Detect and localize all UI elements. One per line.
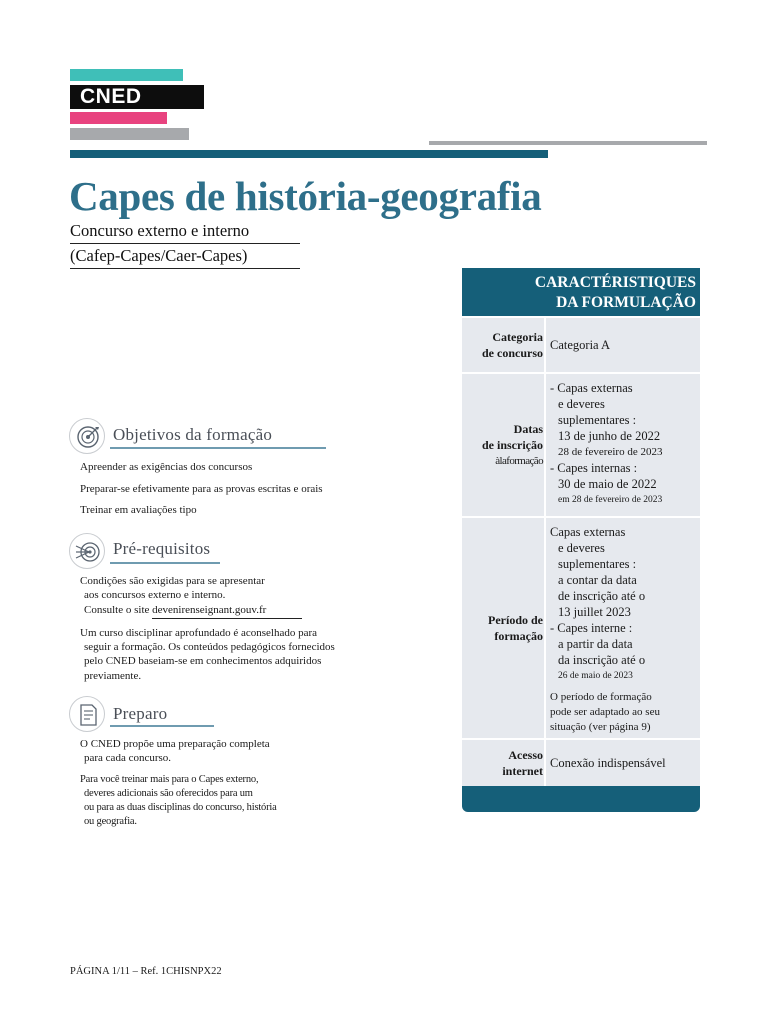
datas-line: e deveres [558,397,605,411]
label-line: internet [502,764,543,778]
row-value-periodo [546,518,700,738]
datas-line: - Capes internas : [550,461,638,475]
prerequisitos-text: Um curso disciplinar aprofundado é aconselhado para [80,627,318,639]
document-icon [69,696,105,732]
row-value-datas [546,374,700,516]
section-title-prerequisitos: Pré-requisitos [113,539,211,558]
preparo-text: deveres adicionais são oferecidos para um [84,788,253,799]
row-label-periodo [462,518,544,738]
periodo-line: 13 juillet 2023 [558,605,631,619]
preparo-text: ou para as duas disciplinas do concurso, história [84,802,277,813]
row-label-categoria [462,318,544,372]
header-gray-rule [429,141,707,145]
subtitle-line-2: (Cafep-Capes/Caer-Capes) [70,246,300,269]
objetivos-item: Treinar em avaliações tipo [80,504,197,516]
preparo-text: para cada concurso. [84,752,172,764]
prerequisitos-text-prefix: Consulte o site [84,604,153,616]
preparo-text: O CNED propõe uma preparação completa [80,738,270,750]
periodo-line: da inscrição até o [558,653,646,667]
label-line: de concurso [482,346,543,360]
datas-line: suplementares : [558,413,637,427]
datas-line: 30 de maio de 2022 [558,477,657,491]
logo-gray-bar [70,128,189,140]
section-underline-objetivos [110,447,326,449]
objetivos-item: Apreender as exigências dos concursos [80,461,253,473]
row-acesso [462,738,700,786]
periodo-line: - Capes interne : [550,621,633,635]
prerequisitos-text: seguir a formação. Os conteúdos pedagógicos fornecidos [84,641,335,653]
periodo-note-line: situação (ver página 9) [550,721,651,733]
periodo-line: 26 de maio de 2023 [558,671,633,681]
row-label-datas [462,374,544,516]
label-line: Categoria [492,330,543,344]
periodo-line: suplementares : [558,557,637,571]
periodo-line: Capas externas [550,525,626,539]
prerequisitos-text: previamente. [84,670,142,682]
acesso-value: Conexão indispensável [550,756,666,770]
section-underline-preparo [110,725,214,727]
section-title-objetivos: Objetivos da formação [113,425,273,444]
categoria-value: Categoria A [550,338,611,352]
row-periodo [462,516,700,738]
prerequisitos-text: pelo CNED baseiam-se em conhecimentos adquiridos [84,655,322,667]
section-underline-prerequisitos [110,562,220,564]
label-line: Acesso [508,748,543,762]
datas-line: - Capas externas [550,381,633,395]
label-line: de inscrição [482,438,543,452]
periodo-line: e deveres [558,541,605,555]
subtitle-line-1: Concurso externo e interno [70,221,300,244]
preparo-text: ou geografia. [84,816,137,827]
caracteristiques-panel [462,268,700,812]
header-navy-rule [70,150,548,158]
datas-line: em 28 de fevereiro de 2023 [558,495,663,505]
devenirenseignant-link[interactable]: devenirenseignant.gouv.fr [152,603,302,619]
panel-footer-bar [462,786,700,812]
prerequisitos-text [84,603,302,619]
periodo-line: de inscrição até o [558,589,646,603]
prerequisitos-text: aos concursos externo e interno. [84,589,226,601]
label-line: Período de [488,613,543,627]
periodo-note-line: O período de formação [550,691,652,703]
objetivos-item: Preparar-se efetivamente para as provas escritas e orais [80,483,323,495]
dartboard-icon [69,533,105,569]
row-label-acesso [462,740,544,786]
preparo-text: Para você treinar mais para o Capes externo, [80,774,259,785]
periodo-note [550,690,700,735]
datas-line: 13 de junho de 2022 [558,429,661,443]
logo-pink-bar [70,112,167,124]
panel-heading-line-2: DA FORMULAÇÃO [556,294,696,311]
section-title-preparo: Preparo [113,704,168,723]
periodo-note-line: pode ser adaptado ao seu [550,706,660,718]
page-title: Capes de história-geografia [69,173,542,219]
row-datas [462,372,700,516]
logo-teal-bar [70,69,183,81]
target-icon [69,418,105,454]
label-line: Datas [513,422,543,436]
row-value-acesso [546,740,700,786]
row-categoria [462,316,700,372]
page-footer: PÁGINA 1/11 – Ref. 1CHISNPX22 [70,966,222,977]
periodo-line: a contar da data [558,573,637,587]
label-line: àlaformação [495,455,543,467]
prerequisitos-text: Condições são exigidas para se apresentar [80,575,265,587]
panel-heading [462,268,700,316]
periodo-line: a partir da data [558,637,633,651]
panel-heading-line-1: CARACTÉRISTIQUES [534,274,696,291]
logo: CNED [70,85,204,109]
datas-line: 28 de fevereiro de 2023 [558,446,663,458]
label-line: formação [494,629,543,643]
row-value-categoria [546,318,700,372]
